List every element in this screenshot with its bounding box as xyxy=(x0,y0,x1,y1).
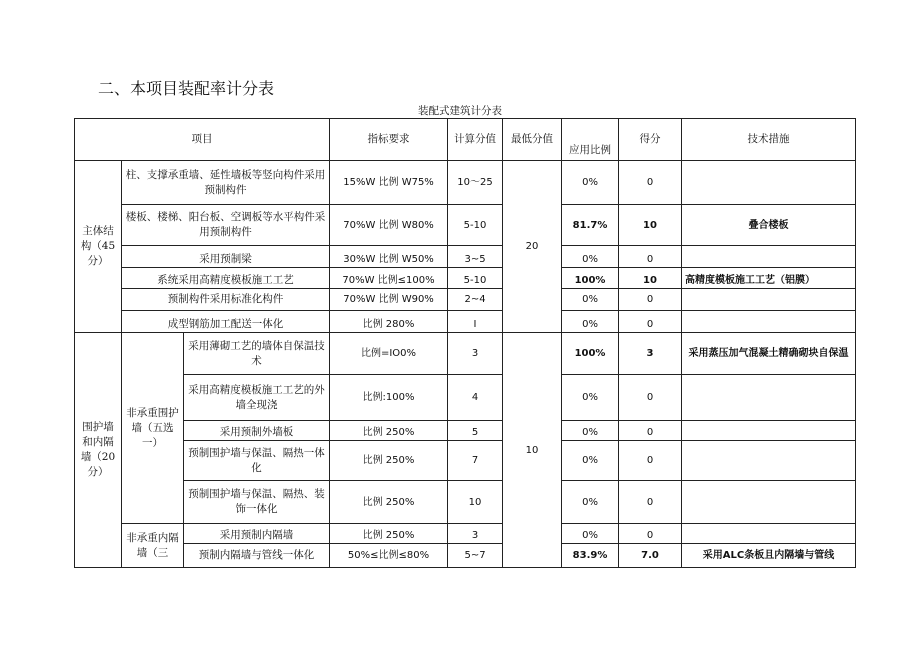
row-item: 预制围护墙与保温、隔热一体化 xyxy=(184,441,330,481)
row-calc-score: 5-10 xyxy=(448,205,503,246)
row-item: 楼板、楼梯、阳台板、空调板等水平构件采用预制构件 xyxy=(122,205,330,246)
row-item: 采用薄砌工艺的墙体自保温技术 xyxy=(184,333,330,375)
row-score: 0 xyxy=(619,289,682,311)
row-score: 0 xyxy=(619,481,682,524)
row-score: 10 xyxy=(619,205,682,246)
row-item: 成型钢筋加工配送一体化 xyxy=(122,311,330,333)
row-measure: 叠合楼板 xyxy=(682,205,856,246)
row-requirement: 70%W 比例 W90% xyxy=(330,289,448,311)
row-calc-score: 2~4 xyxy=(448,289,503,311)
row-measure xyxy=(682,161,856,205)
row-ratio: 0% xyxy=(562,311,619,333)
row-score: 0 xyxy=(619,375,682,421)
row-item: 预制构件采用标准化构件 xyxy=(122,289,330,311)
table-row xyxy=(75,161,856,205)
row-score: 0 xyxy=(619,421,682,441)
row-requirement: 比例 280% xyxy=(330,311,448,333)
table-row xyxy=(75,246,856,268)
row-ratio: 0% xyxy=(562,481,619,524)
row-measure xyxy=(682,311,856,333)
row-measure xyxy=(682,481,856,524)
row-calc-score: 4 xyxy=(448,375,503,421)
row-calc-score: 10 xyxy=(448,481,503,524)
page-heading: 二、本项目装配率计分表 xyxy=(98,79,275,98)
row-item: 采用预制外墙板 xyxy=(184,421,330,441)
row-measure xyxy=(682,375,856,421)
row-measure xyxy=(682,421,856,441)
row-calc-score: I xyxy=(448,311,503,333)
row-calc-score: 3~5 xyxy=(448,246,503,268)
main-structure-label: 主体结构（45分） xyxy=(75,161,122,333)
row-requirement: 比例 250% xyxy=(330,421,448,441)
row-ratio: 0% xyxy=(562,375,619,421)
header-score: 得分 xyxy=(619,119,682,161)
header-measures: 技术措施 xyxy=(682,119,856,161)
main-min-score: 20 xyxy=(503,161,562,333)
row-measure xyxy=(682,246,856,268)
table-row xyxy=(75,289,856,311)
row-ratio: 83.9% xyxy=(562,544,619,568)
header-requirement: 指标要求 xyxy=(330,119,448,161)
row-ratio: 100% xyxy=(562,268,619,289)
envelope-sub1-label: 非承重围护墙（五选一） xyxy=(122,333,184,524)
row-requirement: 比例:100% xyxy=(330,375,448,421)
row-item: 采用预制梁 xyxy=(122,246,330,268)
envelope-label: 围护墙和内隔墙（20分） xyxy=(75,333,122,568)
row-requirement: 比例=IO0% xyxy=(330,333,448,375)
row-score: 0 xyxy=(619,441,682,481)
row-item: 系统采用高精度模板施工工艺 xyxy=(122,268,330,289)
row-calc-score: 3 xyxy=(448,524,503,544)
row-score: 10 xyxy=(619,268,682,289)
row-ratio: 0% xyxy=(562,289,619,311)
table-row xyxy=(75,205,856,246)
envelope-sub2-label: 非承重内隔墙（三 xyxy=(122,524,184,568)
table-row xyxy=(75,421,856,441)
row-requirement: 70%W 比例≤100% xyxy=(330,268,448,289)
row-item: 预制围护墙与保温、隔热、装饰一体化 xyxy=(184,481,330,524)
row-score: 0 xyxy=(619,161,682,205)
table-row xyxy=(75,481,856,524)
row-ratio: 100% xyxy=(562,333,619,375)
row-score: 0 xyxy=(619,524,682,544)
table-row xyxy=(75,268,856,289)
row-score: 0 xyxy=(619,311,682,333)
row-measure: 采用蒸压加气混凝土精确砌块自保温 xyxy=(682,333,856,375)
row-measure xyxy=(682,524,856,544)
row-item: 柱、支撑承重墙、延性墙板等竖向构件采用预制构件 xyxy=(122,161,330,205)
table-row xyxy=(75,311,856,333)
row-item: 采用预制内隔墙 xyxy=(184,524,330,544)
header-ratio: 应用比例 xyxy=(562,119,619,161)
header-calc-score: 计算分值 xyxy=(448,119,503,161)
row-ratio: 0% xyxy=(562,441,619,481)
header-item: 项目 xyxy=(75,119,330,161)
row-measure: 采用ALC条板且内隔墙与管线 xyxy=(682,544,856,568)
row-ratio: 0% xyxy=(562,161,619,205)
header-min-score: 最低分值 xyxy=(503,119,562,161)
row-requirement: 15%W 比例 W75% xyxy=(330,161,448,205)
header-row xyxy=(75,119,856,161)
row-requirement: 比例 250% xyxy=(330,441,448,481)
row-calc-score: 7 xyxy=(448,441,503,481)
row-ratio: 0% xyxy=(562,524,619,544)
row-measure: 高精度模板施工工艺（铝膜） xyxy=(682,268,856,289)
row-requirement: 30%W 比例 W50% xyxy=(330,246,448,268)
row-requirement: 50%≤比例≤80% xyxy=(330,544,448,568)
row-ratio: 0% xyxy=(562,421,619,441)
row-calc-score: 3 xyxy=(448,333,503,375)
row-measure xyxy=(682,441,856,481)
row-measure xyxy=(682,289,856,311)
table-row xyxy=(75,441,856,481)
table-row xyxy=(75,333,856,375)
row-item: 预制内隔墙与管线一体化 xyxy=(184,544,330,568)
envelope-min-score: 10 xyxy=(503,333,562,568)
table-row xyxy=(75,524,856,544)
table-caption: 装配式建筑计分表 xyxy=(418,105,502,117)
row-score: 7.0 xyxy=(619,544,682,568)
row-item: 采用高精度模板施工工艺的外墙全现浇 xyxy=(184,375,330,421)
score-table xyxy=(74,118,856,568)
row-requirement: 比例 250% xyxy=(330,481,448,524)
table-row xyxy=(75,544,856,568)
row-calc-score: 10～25 xyxy=(448,161,503,205)
row-score: 3 xyxy=(619,333,682,375)
row-ratio: 0% xyxy=(562,246,619,268)
row-ratio: 81.7% xyxy=(562,205,619,246)
row-calc-score: 5 xyxy=(448,421,503,441)
row-calc-score: 5~7 xyxy=(448,544,503,568)
row-score: 0 xyxy=(619,246,682,268)
table-row xyxy=(75,375,856,421)
row-requirement: 比例 250% xyxy=(330,524,448,544)
row-requirement: 70%W 比例 W80% xyxy=(330,205,448,246)
row-calc-score: 5-10 xyxy=(448,268,503,289)
